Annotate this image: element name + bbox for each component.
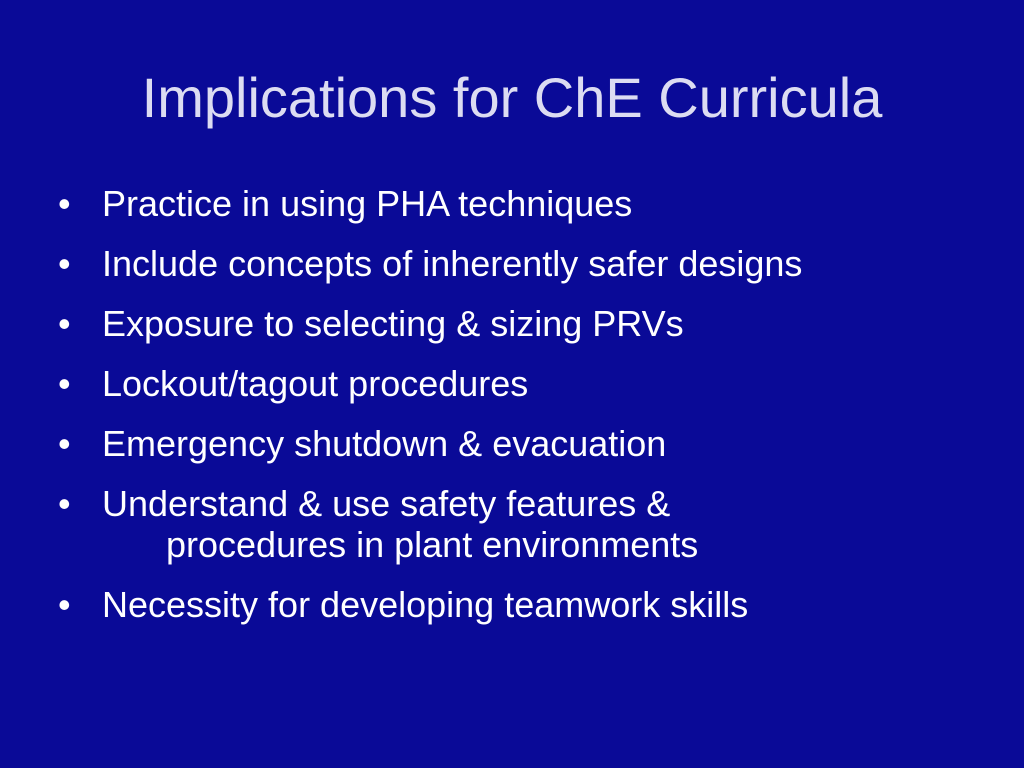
- bullet-icon: •: [58, 243, 71, 284]
- bullet-icon: •: [58, 183, 71, 224]
- bullet-item: [58, 483, 1008, 565]
- slide-title: Implications for ChE Curricula: [141, 66, 883, 129]
- bullet-text: Lockout/tagout procedures: [102, 363, 529, 404]
- bullet-item: [58, 243, 1008, 284]
- bullet-text: Necessity for developing teamwork skills: [102, 584, 749, 625]
- bullet-icon: •: [58, 363, 71, 404]
- bullet-item: [58, 423, 1008, 464]
- bullet-item: [58, 363, 1008, 404]
- bullet-text: Understand & use safety features &: [102, 483, 671, 524]
- bullet-item: [58, 303, 1008, 344]
- bullet-list: [58, 183, 1008, 644]
- bullet-icon: •: [58, 483, 71, 524]
- bullet-text-continuation: procedures in plant environments: [166, 524, 699, 565]
- bullet-icon: •: [58, 423, 71, 464]
- bullet-icon: •: [58, 303, 71, 344]
- bullet-text: Emergency shutdown & evacuation: [102, 423, 667, 464]
- bullet-text: Exposure to selecting & sizing PRVs: [102, 303, 684, 344]
- bullet-icon: •: [58, 584, 71, 625]
- bullet-text: Practice in using PHA techniques: [102, 183, 633, 224]
- bullet-item: [58, 584, 1008, 625]
- bullet-item: [58, 183, 1008, 224]
- bullet-text: Include concepts of inherently safer designs: [102, 243, 803, 284]
